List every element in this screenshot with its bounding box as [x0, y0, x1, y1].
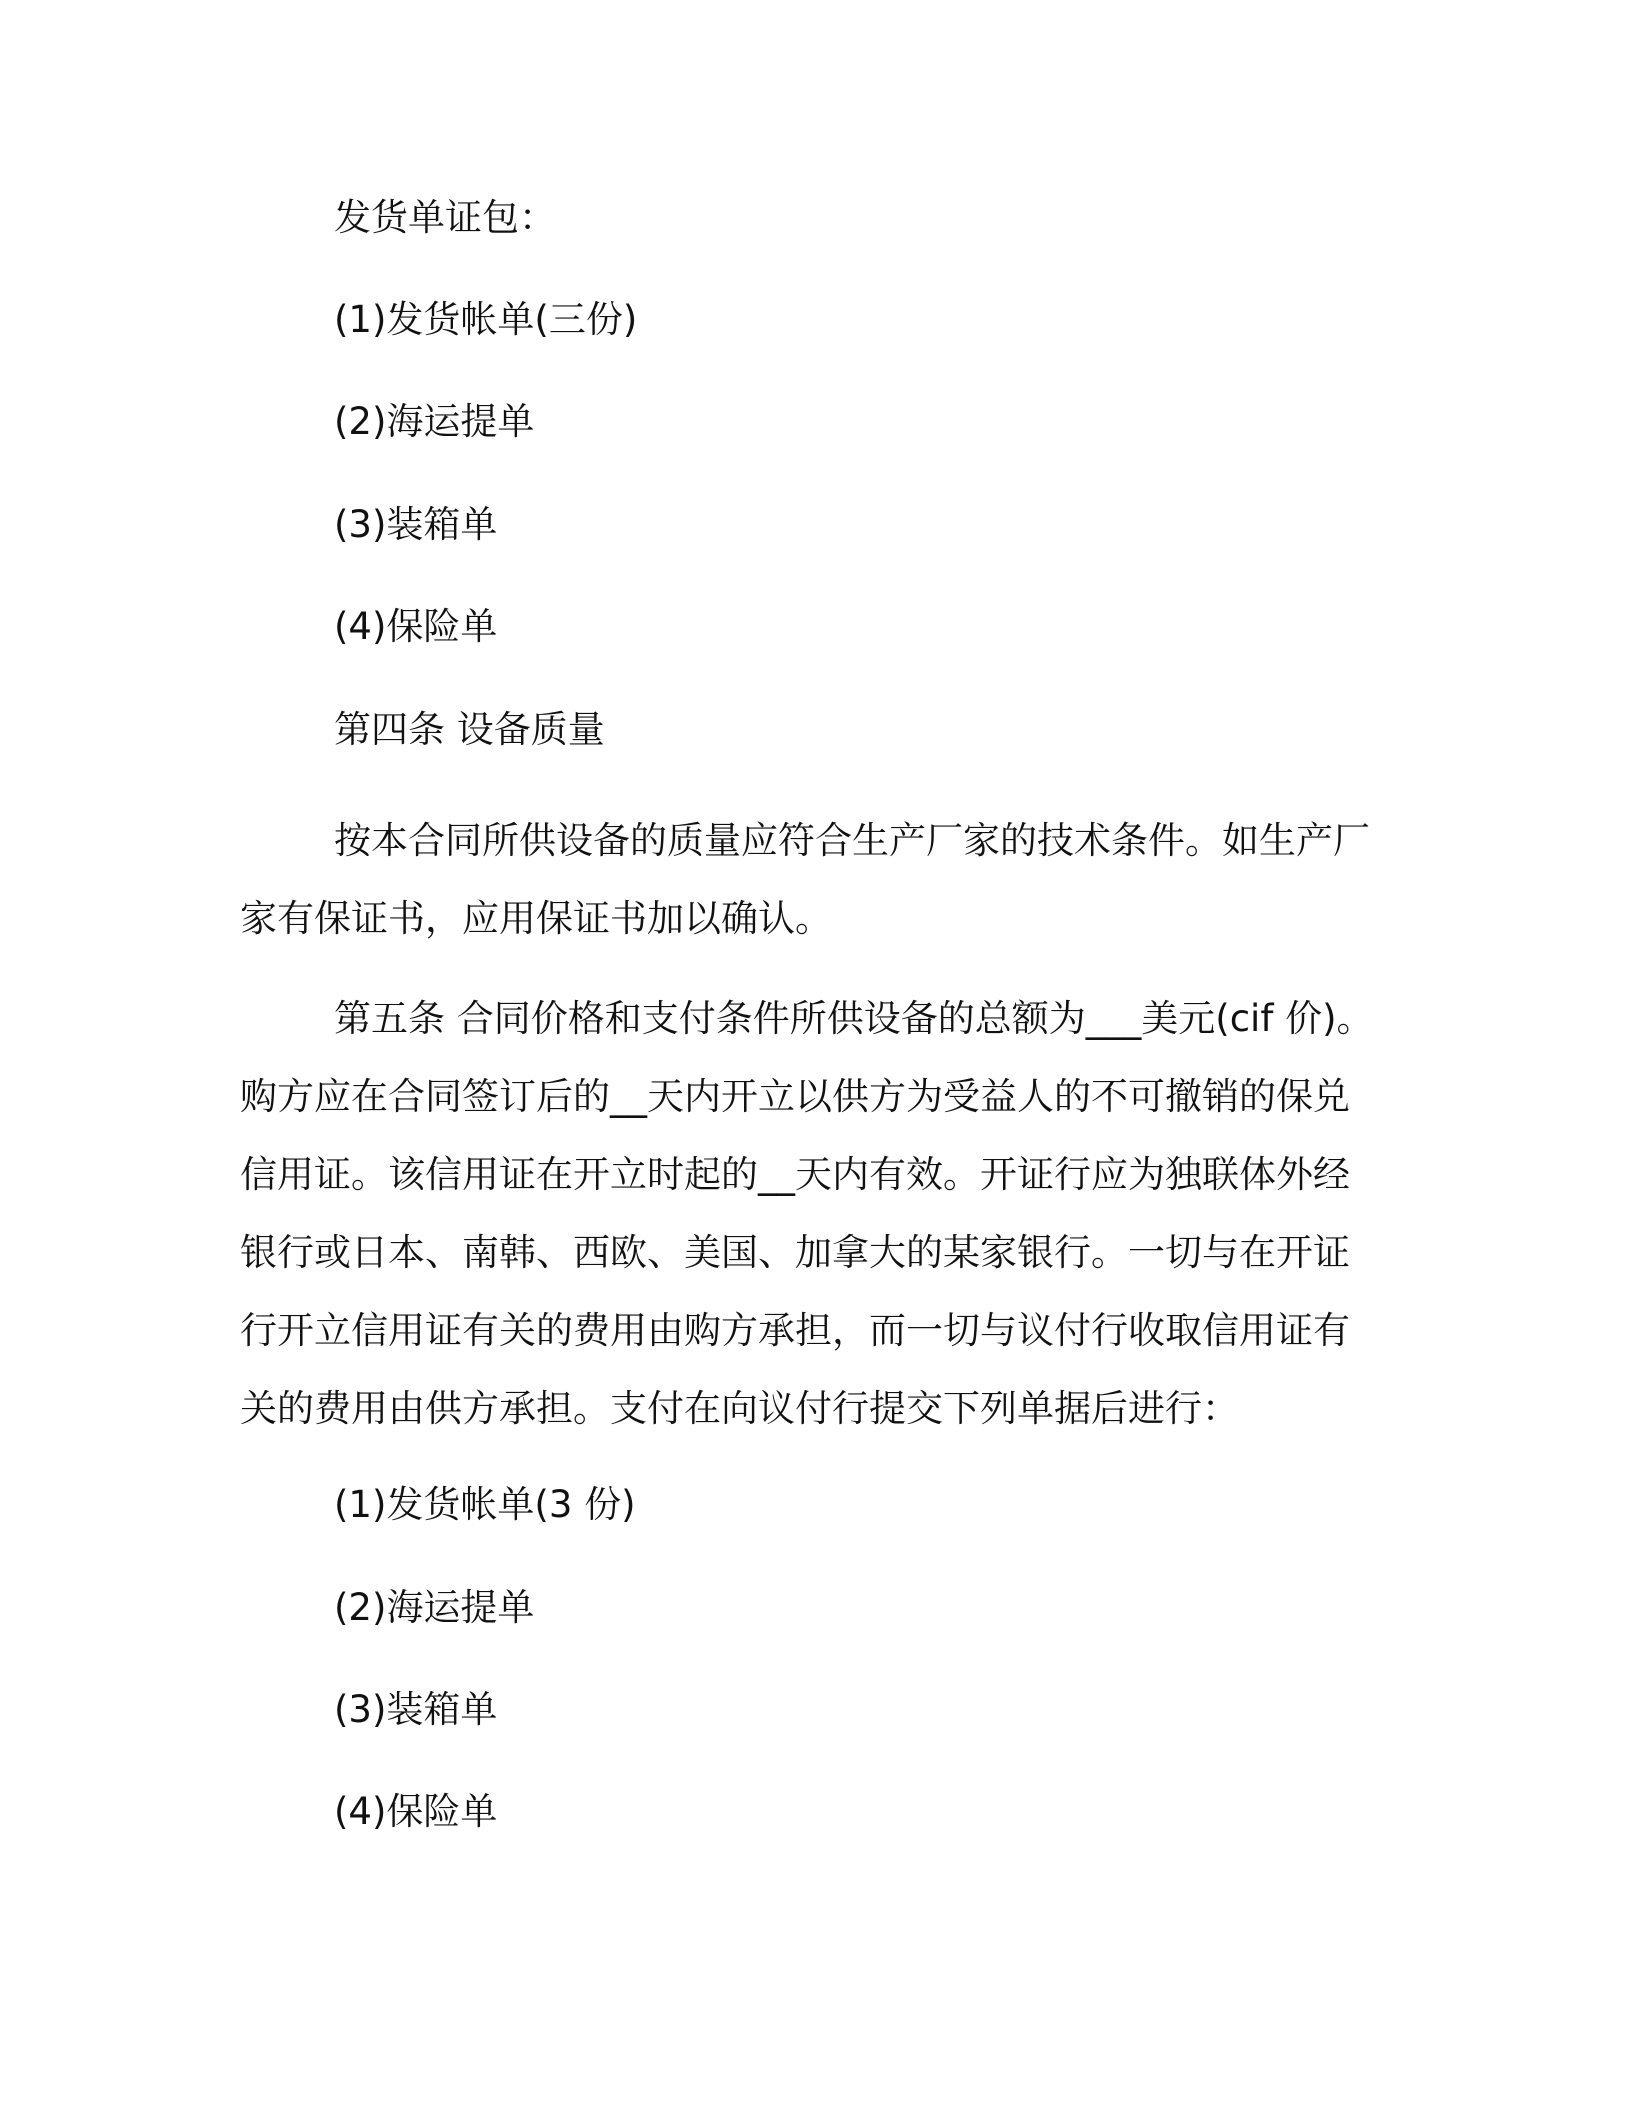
article-5-line: 行开立信用证有关的费用由购方承担，而一切与议付行收取信用证有 — [240, 1309, 1350, 1352]
article-5-line: 信用证。该信用证在开立时起的__天内有效。开证行应为独联体外经 — [240, 1153, 1350, 1196]
article-4-paragraph — [240, 802, 1380, 958]
article-4-line: 按本合同所供设备的质量应符合生产厂家的技术条件。如生产厂 — [334, 819, 1370, 862]
section-header: 发货单证包： — [334, 196, 556, 239]
article-4-heading: 第四条 设备质量 — [334, 708, 605, 751]
article-5-line: 第五条 合同价格和支付条件所供设备的总额为___美元(cif 价)。 — [334, 997, 1374, 1040]
article-5-line: 关的费用由供方承担。支付在向议付行提交下列单据后进行： — [240, 1387, 1239, 1430]
list-item-invoice: (1)发货帐单(3 份) — [334, 1483, 636, 1526]
list-item-packing-list: (3)装箱单 — [334, 1688, 498, 1731]
article-5-paragraph — [240, 980, 1380, 1448]
list-item-insurance-policy: (4)保险单 — [334, 1790, 498, 1833]
article-4-line: 家有保证书，应用保证书加以确认。 — [240, 897, 832, 940]
list-item-bill-of-lading: (2)海运提单 — [334, 400, 535, 443]
list-item-packing-list: (3)装箱单 — [334, 503, 498, 546]
article-5-line: 银行或日本、南韩、西欧、美国、加拿大的某家银行。一切与在开证 — [240, 1231, 1350, 1274]
list-item-bill-of-lading: (2)海运提单 — [334, 1586, 535, 1629]
list-item-invoice: (1)发货帐单(三份) — [334, 298, 638, 341]
list-item-insurance-policy: (4)保险单 — [334, 605, 498, 648]
article-5-line: 购方应在合同签订后的__天内开立以供方为受益人的不可撤销的保兑 — [240, 1075, 1350, 1118]
